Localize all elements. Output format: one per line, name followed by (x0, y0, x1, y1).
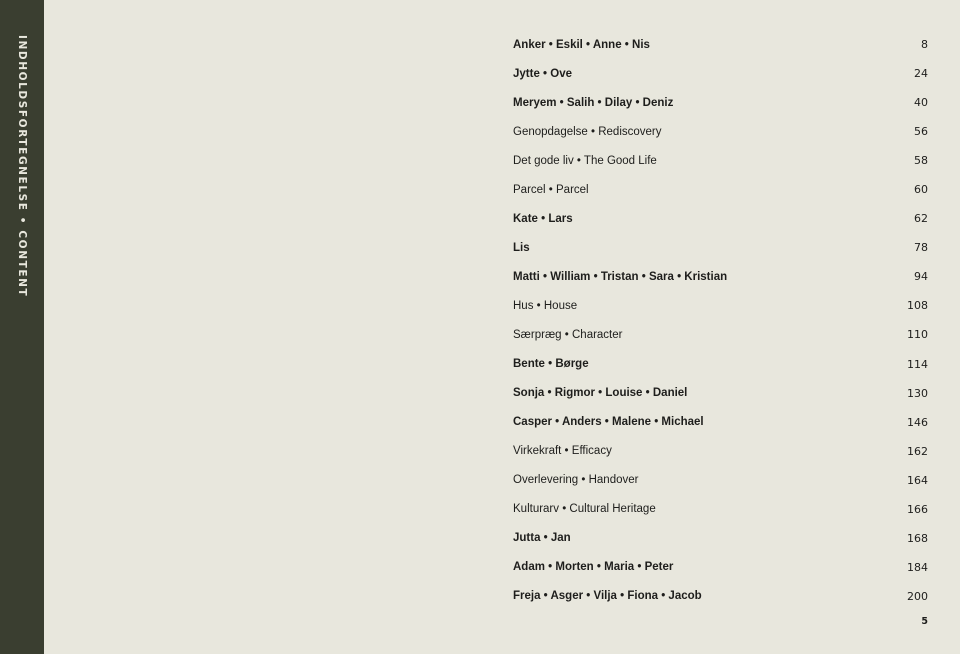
toc-entry[interactable] (513, 437, 928, 466)
toc-entry-title: Jytte • Ove (513, 67, 572, 80)
toc-entry[interactable] (513, 88, 928, 117)
toc-entry[interactable] (513, 30, 928, 59)
toc-entry-page: 162 (907, 444, 928, 458)
toc-entry-page: 40 (914, 96, 928, 110)
toc-entry[interactable] (513, 553, 928, 582)
toc-entry-page: 146 (907, 415, 928, 429)
toc-entry[interactable] (513, 408, 928, 437)
toc-entry[interactable] (513, 175, 928, 204)
toc-entry-title: Sonja • Rigmor • Louise • Daniel (513, 387, 688, 400)
toc-entry-title: Meryem • Salih • Dilay • Deniz (513, 96, 674, 109)
toc-entry[interactable] (513, 350, 928, 379)
toc-entry-page: 58 (914, 154, 928, 168)
toc-entry-title: Det gode liv • The Good Life (513, 154, 657, 167)
sidebar (0, 0, 44, 654)
toc-entry-title: Overlevering • Handover (513, 474, 639, 487)
toc-entry-title: Lis (513, 241, 530, 254)
toc-entry-title: Genopdagelse • Rediscovery (513, 125, 662, 138)
toc-entry-page: 168 (907, 531, 928, 545)
toc-entry-page: 108 (907, 299, 928, 313)
toc-entry-page: 114 (907, 357, 928, 371)
toc-entry[interactable] (513, 204, 928, 233)
toc-entry-title: Hus • House (513, 299, 578, 312)
toc-entry[interactable] (513, 320, 928, 349)
toc-entry-title: Freja • Asger • Vilja • Fiona • Jacob (513, 590, 702, 603)
toc-entry-page: 166 (907, 502, 928, 516)
toc-entry-page: 200 (907, 589, 928, 603)
toc-entry-title: Særpræg • Character (513, 328, 623, 341)
toc-entry-title: Bente • Børge (513, 358, 589, 371)
toc-entry-page: 130 (907, 386, 928, 400)
toc-entry-page: 184 (907, 560, 928, 574)
toc-entry-title: Anker • Eskil • Anne • Nis (513, 38, 650, 51)
toc-entry-page: 164 (907, 473, 928, 487)
toc-entry-title: Matti • William • Tristan • Sara • Kristian (513, 270, 728, 283)
toc-entry[interactable] (513, 466, 928, 495)
toc-entry[interactable] (513, 291, 928, 320)
sidebar-title: INDHOLDSFORTEGNELSE • CONTENT (16, 35, 28, 298)
toc-entry[interactable] (513, 233, 928, 262)
toc-entry-title: Virkekraft • Efficacy (513, 445, 612, 458)
toc-entry-page: 94 (914, 270, 928, 284)
toc-entry[interactable] (513, 117, 928, 146)
toc-entry-page: 110 (907, 328, 928, 342)
table-of-contents (513, 30, 928, 611)
toc-entry[interactable] (513, 262, 928, 291)
toc-entry-title: Jutta • Jan (513, 532, 571, 545)
toc-entry-title: Kate • Lars (513, 212, 573, 225)
toc-entry[interactable] (513, 582, 928, 611)
toc-entry-title: Parcel • Parcel (513, 183, 589, 196)
toc-entry[interactable] (513, 146, 928, 175)
toc-entry-page: 24 (914, 67, 928, 81)
toc-entry-title: Casper • Anders • Malene • Michael (513, 416, 704, 429)
toc-entry-page: 56 (914, 125, 928, 139)
toc-entry-page: 62 (914, 212, 928, 226)
toc-entry[interactable] (513, 59, 928, 88)
toc-entry-page: 78 (914, 241, 928, 255)
toc-entry-page: 60 (914, 183, 928, 197)
toc-entry-title: Kulturarv • Cultural Heritage (513, 503, 656, 516)
toc-entry[interactable] (513, 495, 928, 524)
toc-entry[interactable] (513, 379, 928, 408)
page-number: 5 (921, 616, 928, 627)
toc-entry[interactable] (513, 524, 928, 553)
toc-entry-page: 8 (921, 38, 928, 52)
toc-entry-title: Adam • Morten • Maria • Peter (513, 561, 674, 574)
